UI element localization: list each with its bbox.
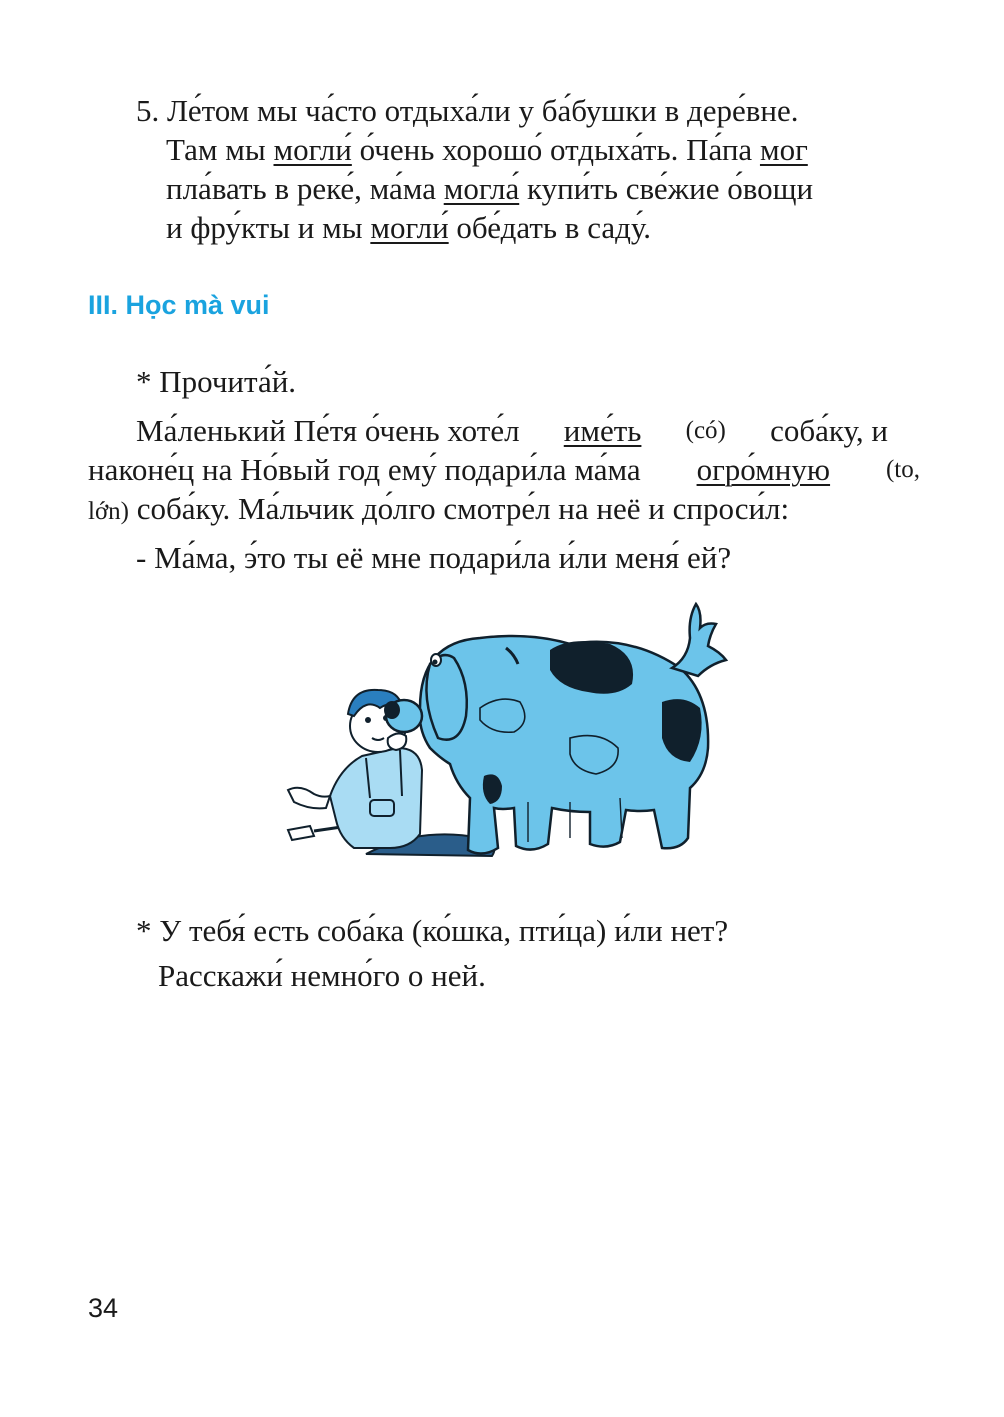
task1-label: * Прочита́й. [136, 364, 297, 399]
underlined-word: огро́мную [696, 452, 831, 487]
dog-nose-icon [384, 701, 400, 719]
item5-line-2: Там мы могли́ о́чень хорошо́ отдыха́ть. Па́па мог [166, 132, 808, 167]
underlined-word: мог [759, 132, 808, 167]
item5-line-1 [136, 92, 799, 130]
story-line-2: наконе́ц на Но́вый год ему́ подари́ла ма́ма огро́мную (to, [88, 452, 920, 487]
underlined-word: могла́ [443, 171, 520, 206]
item5-line-4: и фру́кты и мы могли́ обе́дать в саду́. [166, 210, 652, 245]
underlined-word: могли́ [273, 132, 352, 167]
gloss: lớn) [88, 498, 129, 525]
underlined-word: име́ть [563, 413, 642, 448]
section-heading: III. Học mà vui [88, 290, 270, 320]
story-quote: - Ма́ма, э́то ты её мне подари́ла и́ли меня́ ей? [136, 540, 732, 575]
gloss: (có) [685, 417, 726, 444]
story-line-1: Ма́ленький Пе́тя о́чень хоте́л име́ть (có) соба́ку, и [136, 413, 888, 448]
task2-prompt: Расскажи́ немно́го о ней. [158, 958, 486, 993]
gloss: (to, [885, 456, 920, 483]
item5-number: 5. [136, 93, 160, 128]
item5-line-3: пла́вать в реке́, ма́ма могла́ купи́ть све́жие о́вощи [166, 171, 814, 206]
task2-question: * У тебя́ есть соба́ка (ко́шка, пти́ца) и́ли нет? [136, 913, 729, 948]
boy-and-dog-illustration [270, 598, 740, 868]
underlined-word: могли́ [370, 210, 449, 245]
dog-figure [384, 604, 726, 854]
page-number: 34 [88, 1293, 119, 1323]
item5-text-1: Ле́том мы ча́сто отдыха́ли у ба́бушки в дере́вне. [167, 93, 799, 128]
story-line-3: lớn) соба́ку. Ма́льчик до́лго смотре́л на неё и спроси́л: [88, 491, 790, 526]
